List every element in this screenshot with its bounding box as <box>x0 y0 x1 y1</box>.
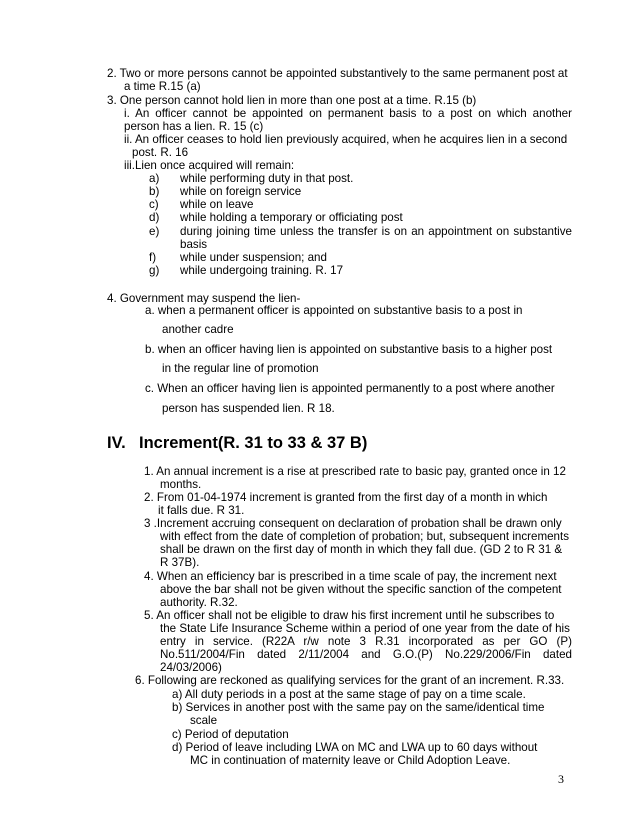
list-item-label: a) <box>149 172 160 185</box>
item-4-c-line-2: person has suspended lien. R 18. <box>162 402 335 415</box>
inc-2-line-2: it falls due. R 31. <box>158 504 245 517</box>
inc-1-line-1: 1. An annual increment is a rise at prescribed rate to basic pay, granted once in 12 <box>144 465 566 478</box>
list-item-label: b) <box>149 185 160 198</box>
inc-4-line-3: authority. R.32. <box>160 596 238 609</box>
inc-6-b-line-2: scale <box>190 714 218 727</box>
item-4-a-line-1: a. when a permanent officer is appointed on substantive basis to a post in <box>145 304 523 317</box>
inc-6-d-line-2: MC in continuation of maternity leave or Child Adoption Leave. <box>190 754 511 767</box>
list-item-text: while under suspension; and <box>180 251 327 264</box>
inc-6-b-line-1: b) Services in another post with the same pay on the same/identical time <box>172 701 545 714</box>
item-2-line-1: 2. Two or more persons cannot be appointed substantively to the same permanent post at <box>107 67 568 80</box>
list-item-label: d) <box>149 211 160 224</box>
section-title: Increment(R. 31 to 33 & 37 B) <box>139 434 368 452</box>
item-4-b-line-2: in the regular line of promotion <box>162 362 319 375</box>
list-item-text: during joining time unless the transfer is on an appointment on substantive <box>180 225 572 238</box>
inc-5-line-5: 24/03/2006) <box>160 661 222 674</box>
item-4-line-1: 4. Government may suspend the lien- <box>107 292 301 305</box>
list-item-text: while performing duty in that post. <box>180 172 354 185</box>
item-4-a-line-2: another cadre <box>162 323 234 336</box>
inc-3-line-3: shall be drawn on the first day of month in which they fall due. (GD 2 to R 31 & <box>160 543 563 556</box>
inc-4-line-1: 4. When an efficiency bar is prescribed in a time scale of pay, the increment next <box>144 570 557 583</box>
item-3-ii-line-1: ii. An officer ceases to hold lien previously acquired, when he acquires lien in a second <box>124 133 568 146</box>
item-2-line-2: a time R.15 (a) <box>124 80 201 93</box>
inc-1-line-2: months. <box>160 478 202 491</box>
item-4-b-line-1: b. when an officer having lien is appointed on substantive basis to a higher post <box>145 343 553 356</box>
page-number: 3 <box>558 772 564 786</box>
section-heading <box>107 433 367 453</box>
inc-5-line-1: 5. An officer shall not be eligible to draw his first increment until he subscribes to <box>144 609 555 622</box>
inc-3-line-4: R 37B). <box>160 556 200 569</box>
item-3-i-line-1: i. An officer cannot be appointed on permanent basis to a post on which another <box>124 107 572 120</box>
list-item-label: g) <box>149 264 160 277</box>
inc-3-line-1: 3 .Increment accruing consequent on declaration of probation shall be drawn only <box>144 517 562 530</box>
list-item-label: f) <box>149 251 157 264</box>
item-3-line-1: 3. One person cannot hold lien in more than one post at a time. R.15 (b) <box>107 94 477 107</box>
inc-4-line-2: above the bar shall not be given without the specific sanction of the competent <box>160 583 562 596</box>
inc-5-line-2: the State Life Insurance Scheme within a period of one year from the date of his <box>160 622 570 635</box>
inc-3-line-2: with effect from the date of completion of probation; but, subsequent increments <box>160 530 570 543</box>
inc-6-line-1: 6. Following are reckoned as qualifying services for the grant of an increment. R.33. <box>135 674 565 687</box>
item-4-c-line-1: c. When an officer having lien is appointed permanently to a post where another <box>145 382 555 395</box>
list-item-text: while on leave <box>180 198 254 211</box>
list-item-text: while on foreign service <box>180 185 302 198</box>
inc-5-line-3: entry in service. (R22A r/w note 3 R.31 incorporated as per GO (P) <box>160 635 572 648</box>
list-item-text: while holding a temporary or officiating post <box>180 211 403 224</box>
inc-2-line-1: 2. From 01-04-1974 increment is granted from the first day of a month in which <box>144 491 548 504</box>
list-item-label: c) <box>149 198 159 211</box>
list-item-label: e) <box>149 225 160 238</box>
inc-6-d-line-1: d) Period of leave including LWA on MC and LWA up to 60 days without <box>172 741 538 754</box>
item-3-iii-line-1: iii.Lien once acquired will remain: <box>124 159 295 172</box>
section-numeral: IV. <box>107 434 126 452</box>
inc-6-c: c) Period of deputation <box>172 728 289 741</box>
inc-5-line-4: No.511/2004/Fin dated 2/11/2004 and G.O.(P) No.229/2006/Fin dated <box>160 648 572 661</box>
inc-6-a: a) All duty periods in a post at the same stage of pay on a time scale. <box>172 688 526 701</box>
list-item-text: while undergoing training. R. 17 <box>180 264 344 277</box>
item-3-i-line-2: person has a lien. R. 15 (c) <box>124 120 264 133</box>
item-3-ii-line-2: post. R. 16 <box>132 146 189 159</box>
list-item-text-continued: basis <box>180 238 208 251</box>
